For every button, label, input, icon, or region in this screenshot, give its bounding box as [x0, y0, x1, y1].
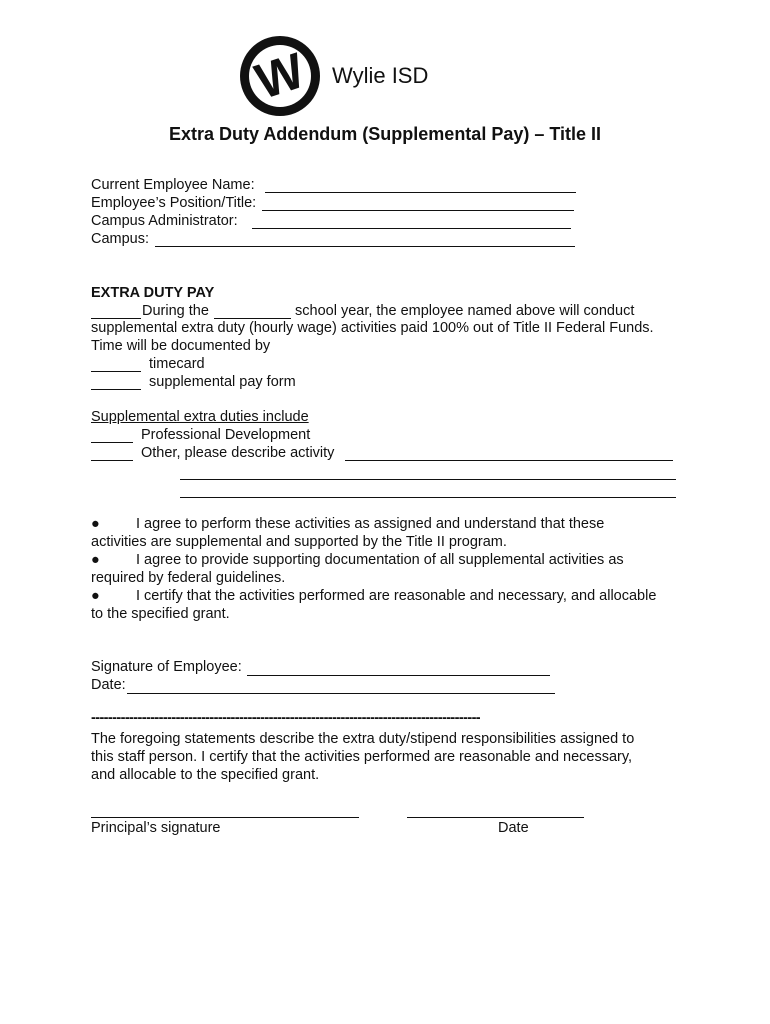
- bullet: ●: [91, 588, 100, 604]
- extra-duty-text: supplemental extra duty (hourly wage) activities paid 100% out of Title II Federal Funds.: [91, 320, 654, 336]
- wylie-isd-logo: [238, 34, 322, 118]
- time-documented-text: Time will be documented by: [91, 338, 271, 354]
- timecard-checkbox[interactable]: [91, 371, 141, 372]
- agreement-1-line-2: activities are supplemental and supported by the Title II program.: [91, 534, 507, 550]
- pd-label: Professional Development: [141, 427, 311, 443]
- agreement-1-line-1: I agree to perform these activities as assigned and understand that these: [136, 516, 605, 532]
- employee-signature-field[interactable]: [247, 675, 550, 676]
- statement-line-2: this staff person. I certify that the activities performed are reasonable and necessary,: [91, 749, 633, 765]
- principal-signature-field[interactable]: [91, 817, 359, 818]
- campus-admin-field[interactable]: [252, 228, 571, 229]
- employee-position-label: Employee’s Position/Title:: [91, 195, 257, 211]
- campus-label: Campus:: [91, 231, 150, 247]
- date-label: Date:: [91, 677, 126, 693]
- extra-duty-heading: EXTRA DUTY PAY: [91, 285, 215, 301]
- bullet: ●: [91, 552, 100, 568]
- other-checkbox[interactable]: [91, 460, 133, 461]
- principal-signature-label: Principal’s signature: [91, 820, 221, 836]
- pd-checkbox[interactable]: [91, 442, 133, 443]
- timecard-label: timecard: [149, 356, 205, 372]
- school-year-text: school year, the employee named above will conduct: [295, 303, 635, 319]
- other-activity-field[interactable]: [345, 460, 673, 461]
- separator: --------------------------------------------------------------------------------------------: [91, 710, 481, 726]
- employee-position-field[interactable]: [262, 210, 574, 211]
- campus-field[interactable]: [155, 246, 575, 247]
- agreement-2-line-1: I agree to provide supporting documentation of all supplemental activities as: [136, 552, 624, 568]
- duties-heading: Supplemental extra duties include: [91, 409, 309, 425]
- pay-form-label: supplemental pay form: [149, 374, 296, 390]
- date-field[interactable]: [127, 693, 555, 694]
- principal-date-label: Date: [498, 820, 529, 836]
- bullet: ●: [91, 516, 100, 532]
- other-activity-field-2[interactable]: [180, 479, 676, 480]
- agreement-2-line-2: required by federal guidelines.: [91, 570, 286, 586]
- agreement-3-line-1: I certify that the activities performed are reasonable and necessary, and allocable: [136, 588, 657, 604]
- agreement-3-line-2: to the specified grant.: [91, 606, 230, 622]
- page-title: Extra Duty Addendum (Supplemental Pay) – Title II: [168, 124, 602, 144]
- school-year-field[interactable]: [214, 318, 291, 319]
- during-the-text: During the: [142, 303, 209, 319]
- employee-signature-label: Signature of Employee:: [91, 659, 242, 675]
- principal-date-field[interactable]: [407, 817, 584, 818]
- school-initial-blank[interactable]: [91, 318, 141, 319]
- org-name: Wylie ISD: [332, 63, 429, 88]
- other-label: Other, please describe activity: [141, 445, 335, 461]
- employee-name-label: Current Employee Name:: [91, 177, 255, 193]
- svg-text:W: W: [248, 42, 312, 110]
- other-activity-field-3[interactable]: [180, 497, 676, 498]
- statement-line-1: The foregoing statements describe the extra duty/stipend responsibilities assigned to: [91, 731, 635, 747]
- pay-form-checkbox[interactable]: [91, 389, 141, 390]
- campus-admin-label: Campus Administrator:: [91, 213, 238, 229]
- statement-line-3: and allocable to the specified grant.: [91, 767, 320, 783]
- employee-name-field[interactable]: [265, 192, 576, 193]
